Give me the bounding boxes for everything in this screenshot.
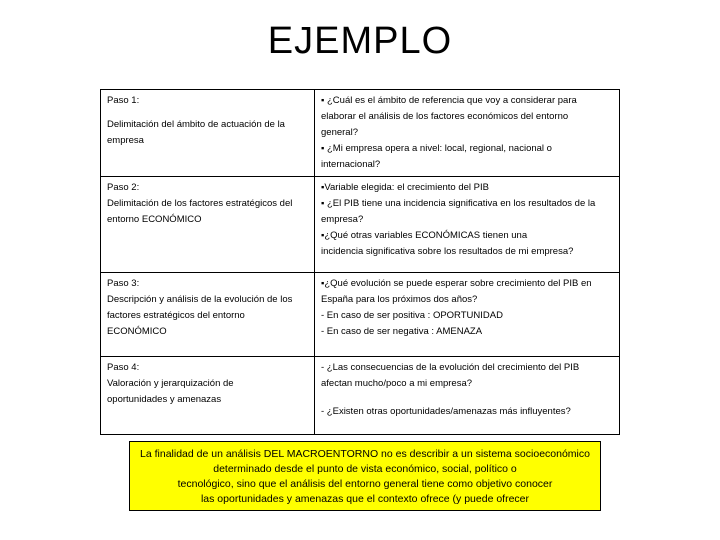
step-1-question-line: elaborar el análisis de los factores económicos del entorno [321, 111, 569, 122]
step-4-question-line: afectan mucho/poco a mi empresa? [321, 378, 473, 389]
step-3-heading: Paso 3: [107, 278, 140, 289]
step-3-description-line: factores estratégicos del entorno [107, 310, 245, 321]
step-1-question-line: internacional? [321, 159, 381, 170]
step-row-4 [101, 357, 620, 435]
step-3-question-line: - En caso de ser positiva : OPORTUNIDAD [321, 310, 503, 321]
step-2-question-line: empresa? [321, 214, 364, 225]
step-4-label-cell [101, 357, 315, 435]
step-4-heading: Paso 4: [107, 362, 140, 373]
step-2-question-line: ▪¿Qué otras variables ECONÓMICAS tienen una [321, 230, 528, 241]
note-line: tecnológico, sino que el análisis del entorno general tiene como objetivo conocer [177, 478, 553, 490]
step-1-questions-cell [315, 90, 620, 177]
step-1-description-line: Delimitación del ámbito de actuación de la [107, 119, 285, 130]
step-1-question-line: ▪ ¿Cuál es el ámbito de referencia que voy a considerar para [321, 95, 577, 106]
step-row-3 [101, 273, 620, 357]
step-3-label-cell [101, 273, 315, 357]
step-2-label-cell [101, 177, 315, 273]
steps-table [100, 89, 620, 435]
step-3-question-line: ▪¿Qué evolución se puede esperar sobre crecimiento del PIB en [321, 278, 592, 289]
step-1-description-line: empresa [107, 135, 144, 146]
step-2-questions-cell [315, 177, 620, 273]
step-4-questions-cell [315, 357, 620, 435]
step-2-description-line: entorno ECONÓMICO [107, 214, 202, 225]
step-4-question-line: - ¿Las consecuencias de la evolución del crecimiento del PIB [321, 362, 580, 373]
step-4-description-line: Valoración y jerarquización de [107, 378, 234, 389]
step-3-question-line: España para los próximos dos años? [321, 294, 478, 305]
step-2-question-line: incidencia significativa sobre los resultados de mi empresa? [321, 246, 574, 257]
step-4-spacer [321, 392, 613, 404]
note-line: las oportunidades y amenazas que el contexto ofrece (y puede ofrecer [200, 493, 530, 505]
step-1-label-cell [101, 90, 315, 177]
step-3-description-line: Descripción y análisis de la evolución de los [107, 294, 293, 305]
step-3-question-line: - En caso de ser negativa : AMENAZA [321, 326, 483, 337]
step-3-description-line: ECONÓMICO [107, 326, 167, 337]
step-2-description-line: Delimitación de los factores estratégicos del [107, 198, 293, 209]
note-line: La finalidad de un análisis DEL MACROENTORNO no es describir a un sistema socioeconómico [140, 448, 590, 460]
step-2-question-line: ▪Variable elegida: el crecimiento del PIB [321, 182, 489, 193]
step-row-2 [101, 177, 620, 273]
step-3-questions-cell [315, 273, 620, 357]
conclusion-note [129, 441, 601, 511]
page-title: EJEMPLO [267, 20, 453, 62]
step-4-question-line: - ¿Existen otras oportunidades/amenazas más influyentes? [321, 406, 571, 417]
step-row-1 [101, 90, 620, 177]
step-1-question-line: ▪ ¿Mi empresa opera a nivel: local, regional, nacional o [321, 143, 552, 154]
note-line: determinado desde el punto de vista económico, social, político o [213, 463, 517, 475]
step-1-question-line: general? [321, 127, 358, 138]
step-1-spacer [107, 109, 308, 117]
step-2-question-line: ▪ ¿El PIB tiene una incidencia significativa en los resultados de la [321, 198, 596, 209]
step-1-heading: Paso 1: [107, 95, 140, 106]
step-4-description-line: oportunidades y amenazas [107, 394, 222, 405]
step-2-heading: Paso 2: [107, 182, 140, 193]
